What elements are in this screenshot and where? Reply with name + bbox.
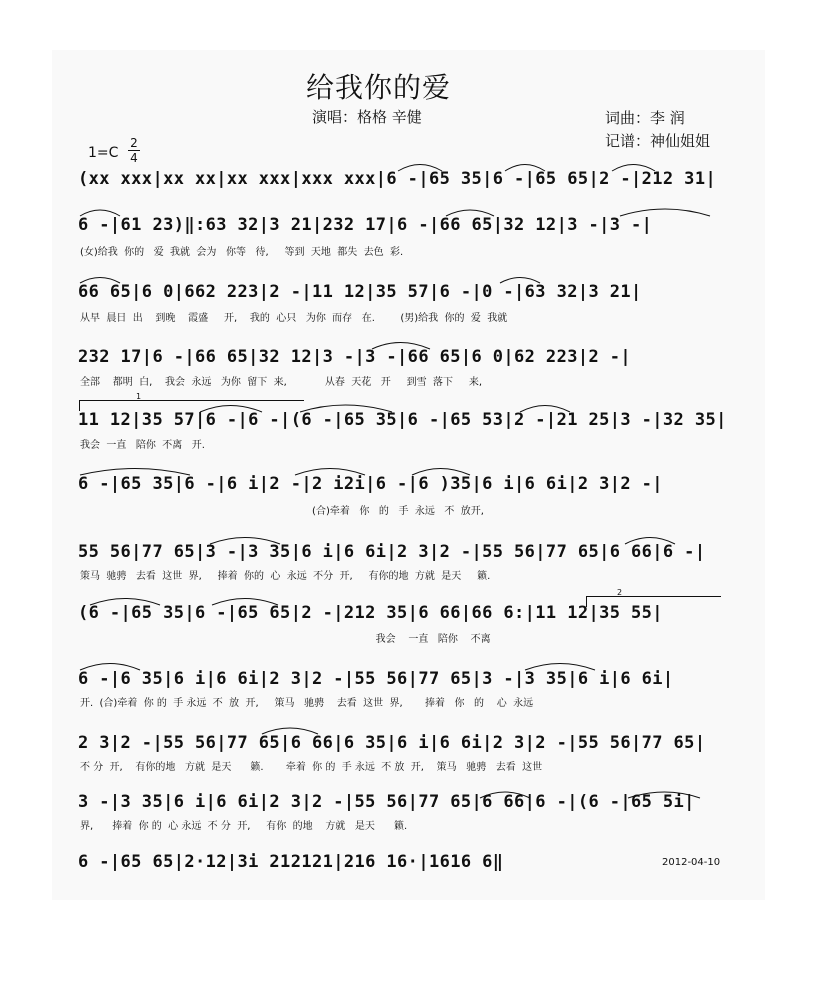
notation-row-7: 55 56|77 65|3 -|3 35|6 i|6 6i|2 3|2 -|55 56|77 65|6 66|6 -|	[78, 542, 706, 562]
notation-row-5: 11 12|35 57|6 -|6 -|(6 -|65 35|6 -|65 53|2 -|21 25|3 -|32 35|	[78, 410, 727, 430]
song-title: 给我你的爱	[306, 71, 452, 104]
lyric-row-6: (合)牵着 你 的 手 永远 不 放开,	[80, 506, 484, 517]
notation-row-3: 66 65|6 0|662 223|2 -|11 12|35 57|6 -|0 -|63 32|3 21|	[78, 282, 642, 302]
date-stamp: 2012-04-10	[662, 857, 721, 868]
notation-row-6: 6 -|65 35|6 -|6 i|2 -|2 i2i|6 -|6 )35|6 i|6 6i|2 3|2 -|	[78, 474, 663, 494]
time-signature-top: 2	[130, 136, 138, 150]
notation-row-10: 2 3|2 -|55 56|77 65|6 66|6 35|6 i|6 6i|2 3|2 -|55 56|77 65|	[78, 733, 706, 753]
notation-row-1: (xx xxx|xx xx|xx xxx|xxx xxx|6 -|65 35|6 -|65 65|2 -|212 31|	[78, 169, 717, 189]
lyric-row-4: 全部 都明 白, 我会 永远 为你 留下 来, 从春 天花 开 到雪 落下 来,	[80, 377, 483, 388]
lyric-row-3: 从早 晨日 出 到晚 霞盛 开, 我的 心只 为你 而存 在. (男)给我 你的 爱 我就	[80, 313, 508, 324]
lyric-row-9: 开. (合)牵着 你 的 手 永远 不 放 开, 策马 驰骋 去看 这世 界, 捧着 你 的 心 永远	[80, 698, 534, 709]
lyric-row-11: 界, 捧着 你 的 心 永远 不 分 开, 有你 的地 方就 是天 籁.	[80, 821, 408, 832]
key-signature: 1=C	[88, 145, 119, 161]
time-signature-bottom: 4	[130, 151, 138, 165]
lyric-row-2: (女)给我 你的 爱 我就 会为 你等 待, 等到 天地 都失 去色 彩.	[80, 247, 404, 258]
lyricist-composer-credit: 词曲：李 润	[605, 109, 685, 127]
singer-credit: 演唱：格格 辛健	[312, 108, 422, 126]
transcriber-credit: 记谱：神仙姐姐	[605, 132, 711, 150]
notation-row-8: (6 -|65 35|6 -|65 65|2 -|212 35|6 66|66 6:|11 12|35 55|	[78, 603, 663, 623]
notation-row-2: 6 -|61 23)‖:63 32|3 21|232 17|6 -|66 65|32 12|3 -|3 -|	[78, 215, 653, 235]
notation-row-9: 6 -|6 35|6 i|6 6i|2 3|2 -|55 56|77 65|3 -|3 35|6 i|6 6i|	[78, 669, 674, 689]
notation-row-12: 6 -|65 65|2·12|3i 212121|216 16·|1616 6‖	[78, 852, 504, 872]
lyric-row-7: 策马 驰骋 去看 这世 界, 捧着 你的 心 永远 不分 开, 有你的地 方就 是天 籁.	[80, 571, 491, 582]
second-ending-bracket: 2	[586, 596, 721, 607]
first-ending-bracket: 1	[79, 400, 304, 411]
notation-row-4: 232 17|6 -|66 65|32 12|3 -|3 -|66 65|6 0|62 223|2 -|	[78, 347, 632, 367]
lyric-row-5: 我会 一直 陪你 不离 开.	[80, 440, 205, 451]
lyric-row-10: 不 分 开, 有你的地 方就 是天 籁. 牵着 你 的 手 永远 不 放 开, 策马 驰骋 去看 这世	[80, 762, 543, 773]
lyric-row-8: 我会 一直 陪你 不离	[80, 634, 491, 645]
notation-row-11: 3 -|3 35|6 i|6 6i|2 3|2 -|55 56|77 65|6 66|6 -|(6 -|65 5i|	[78, 792, 695, 812]
